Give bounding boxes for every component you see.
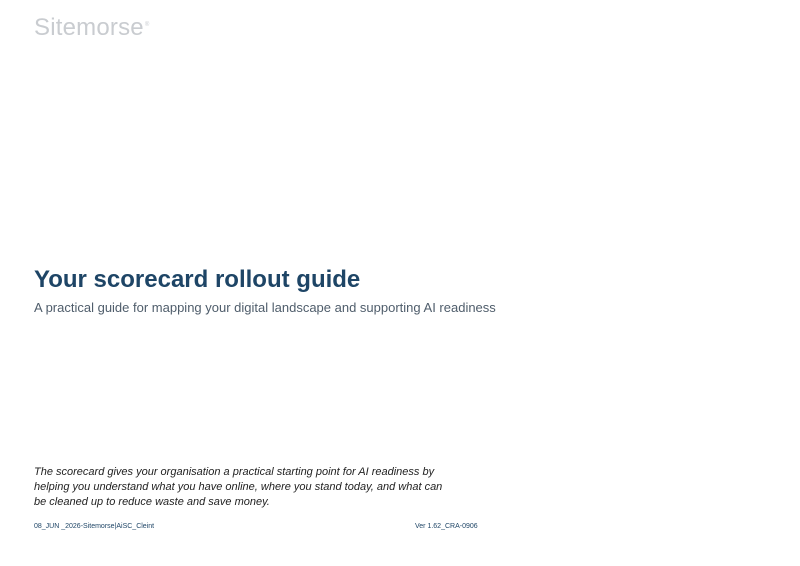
page-subtitle: A practical guide for mapping your digital landscape and supporting AI readiness [34,300,496,315]
logo-trademark: ® [144,22,150,28]
page-title: Your scorecard rollout guide [34,266,361,293]
footer-document-id: 08_JUN _2026-Sitemorse|AiSC_Cleint [34,523,155,530]
sitemorse-logo [34,14,149,42]
intro-paragraph: The scorecard gives your organisation a practical starting point for AI readiness by helping you understand what you have online, where you stand today, and what can be cleaned up to reduce waste and save money. [34,466,443,508]
footer-version: Ver 1.62_CRA-0906 [415,523,478,530]
logo-text: Sitemorse [34,14,144,41]
